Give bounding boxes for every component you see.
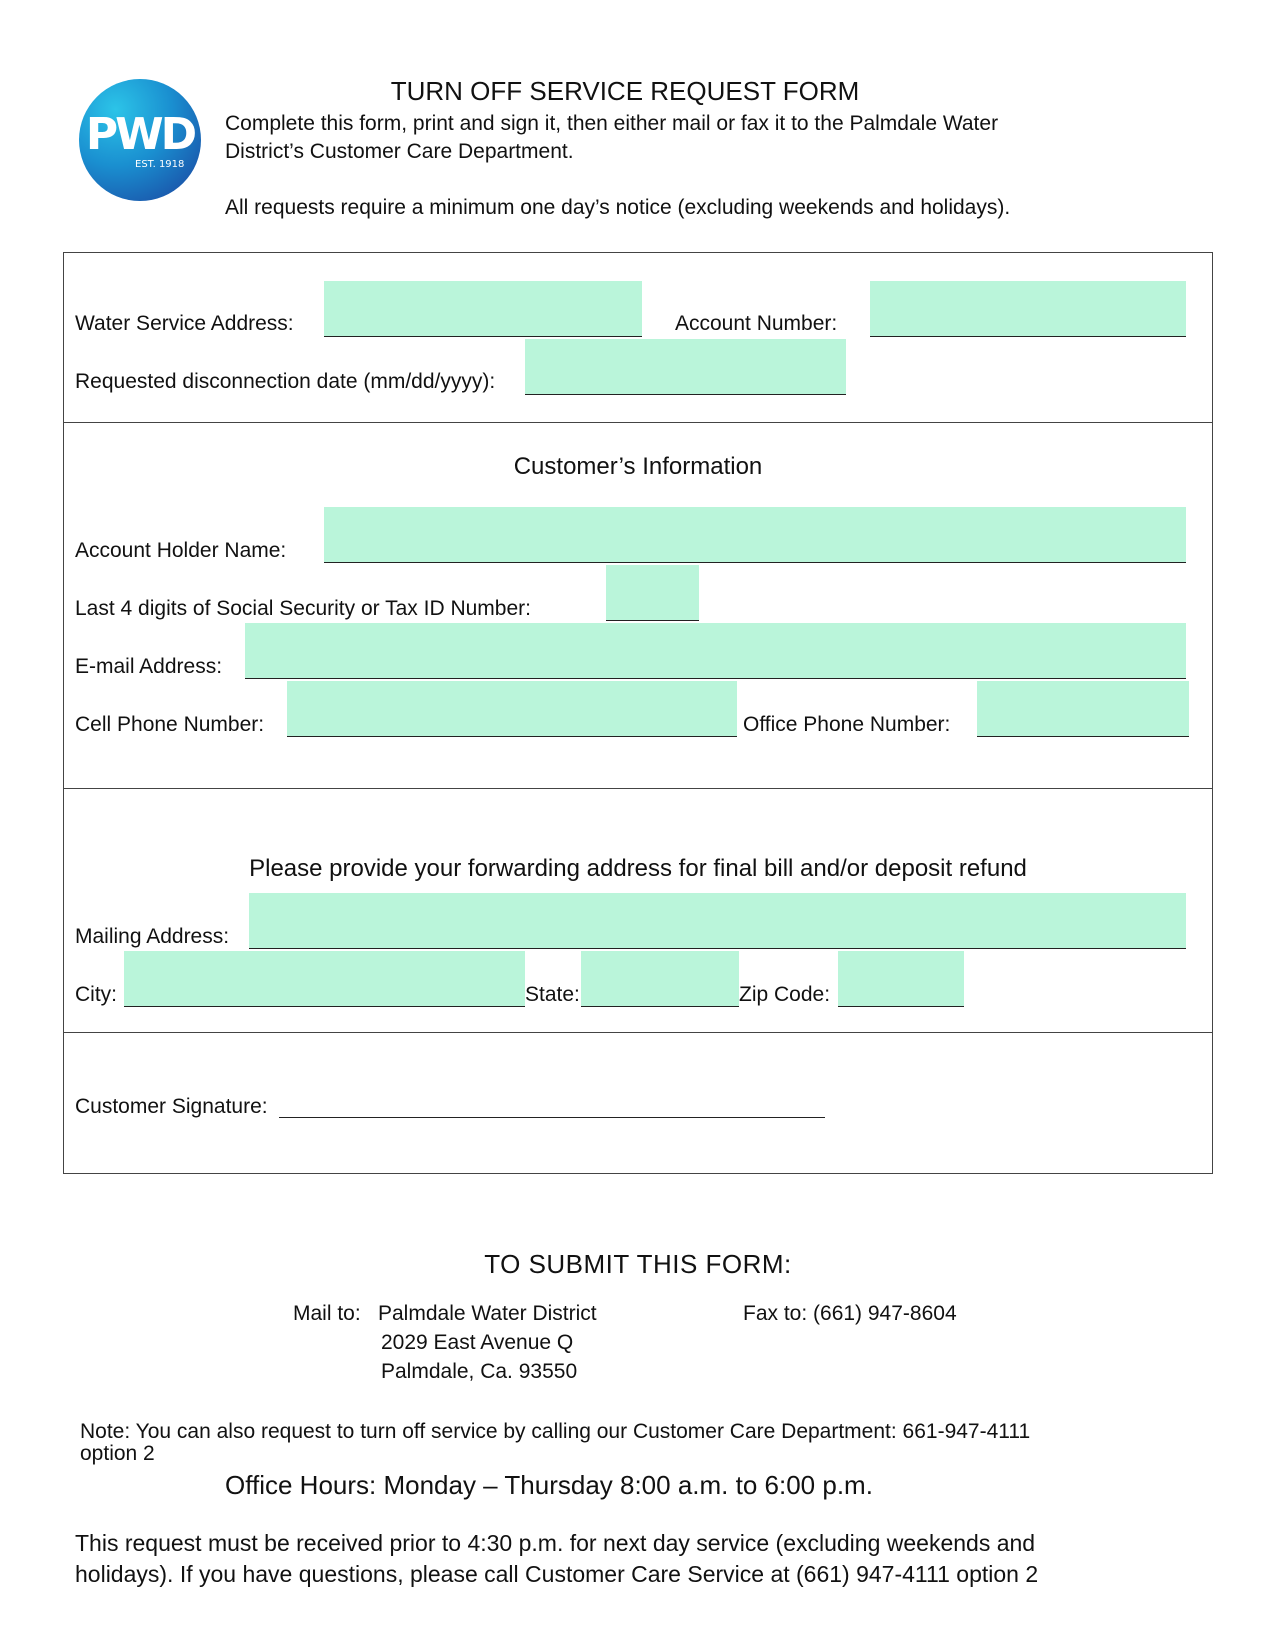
- mail-address-line-3: Palmdale, Ca. 93550: [381, 1360, 578, 1383]
- pwd-logo: [79, 79, 201, 201]
- section-divider: [63, 1032, 1213, 1033]
- logo-mark: PWD: [85, 109, 195, 160]
- form-title: TURN OFF SERVICE REQUEST FORM: [390, 76, 860, 106]
- mail-to-label: Mail to:: [293, 1302, 361, 1325]
- water-service-address-field[interactable]: [324, 281, 642, 337]
- note-line-2: option 2: [80, 1442, 155, 1465]
- account-number-label: Account Number:: [675, 312, 838, 335]
- fax-number: Fax to: (661) 947-8604: [743, 1302, 957, 1325]
- state-label: State:: [525, 983, 580, 1006]
- section-divider: [63, 788, 1213, 789]
- zip-code-label: Zip Code:: [739, 983, 831, 1006]
- intro-line-1: Complete this form, print and sign it, then either mail or fax it to the Palmdale Water: [225, 112, 999, 135]
- email-label: E-mail Address:: [75, 655, 223, 678]
- office-phone-label: Office Phone Number:: [743, 713, 951, 736]
- account-holder-name-label: Account Holder Name:: [75, 539, 287, 562]
- customer-info-heading: Customer’s Information: [513, 453, 763, 480]
- notice-text: All requests require a minimum one day’s notice (excluding weekends and holidays).: [225, 196, 1011, 219]
- cell-phone-field[interactable]: [287, 681, 737, 737]
- customer-signature-line[interactable]: [279, 1117, 825, 1118]
- zip-code-field[interactable]: [838, 951, 964, 1007]
- account-holder-name-field[interactable]: [324, 507, 1186, 563]
- disconnection-date-field[interactable]: [525, 339, 846, 395]
- email-field[interactable]: [245, 623, 1186, 679]
- account-number-field[interactable]: [870, 281, 1186, 337]
- disconnection-date-label: Requested disconnection date (mm/dd/yyyy):: [75, 370, 496, 393]
- intro-text: [225, 110, 1085, 166]
- ssn-last4-label: Last 4 digits of Social Security or Tax ID Number:: [75, 597, 531, 620]
- city-field[interactable]: [124, 951, 525, 1007]
- state-field[interactable]: [581, 951, 739, 1007]
- ssn-last4-field[interactable]: [606, 565, 699, 621]
- mail-address-line-2: 2029 East Avenue Q: [381, 1331, 574, 1354]
- submit-heading: TO SUBMIT THIS FORM:: [484, 1249, 792, 1279]
- mail-address-line-1: Palmdale Water District: [378, 1302, 597, 1325]
- forwarding-heading: Please provide your forwarding address for final bill and/or deposit refund: [249, 855, 1027, 882]
- final-note-line-2: holidays). If you have questions, please call Customer Care Service at (661) 947-4111 option 2: [75, 1561, 1039, 1587]
- note-line-1: Note: You can also request to turn off service by calling our Customer Care Department: 661-947-4111: [80, 1420, 1031, 1443]
- water-service-address-label: Water Service Address:: [75, 312, 294, 335]
- cell-phone-label: Cell Phone Number:: [75, 713, 265, 736]
- customer-signature-label: Customer Signature:: [75, 1095, 268, 1118]
- logo-est: EST. 1918: [135, 159, 185, 170]
- final-note-line-1: This request must be received prior to 4:30 p.m. for next day service (excluding weekends and: [75, 1530, 1036, 1556]
- mailing-address-field[interactable]: [249, 893, 1186, 949]
- office-phone-field[interactable]: [977, 681, 1189, 737]
- section-divider: [63, 422, 1213, 423]
- mailing-address-label: Mailing Address:: [75, 925, 230, 948]
- city-label: City:: [75, 983, 117, 1006]
- intro-line-2: District’s Customer Care Department.: [225, 140, 574, 163]
- office-hours: Office Hours: Monday – Thursday 8:00 a.m. to 6:00 p.m.: [225, 1470, 873, 1500]
